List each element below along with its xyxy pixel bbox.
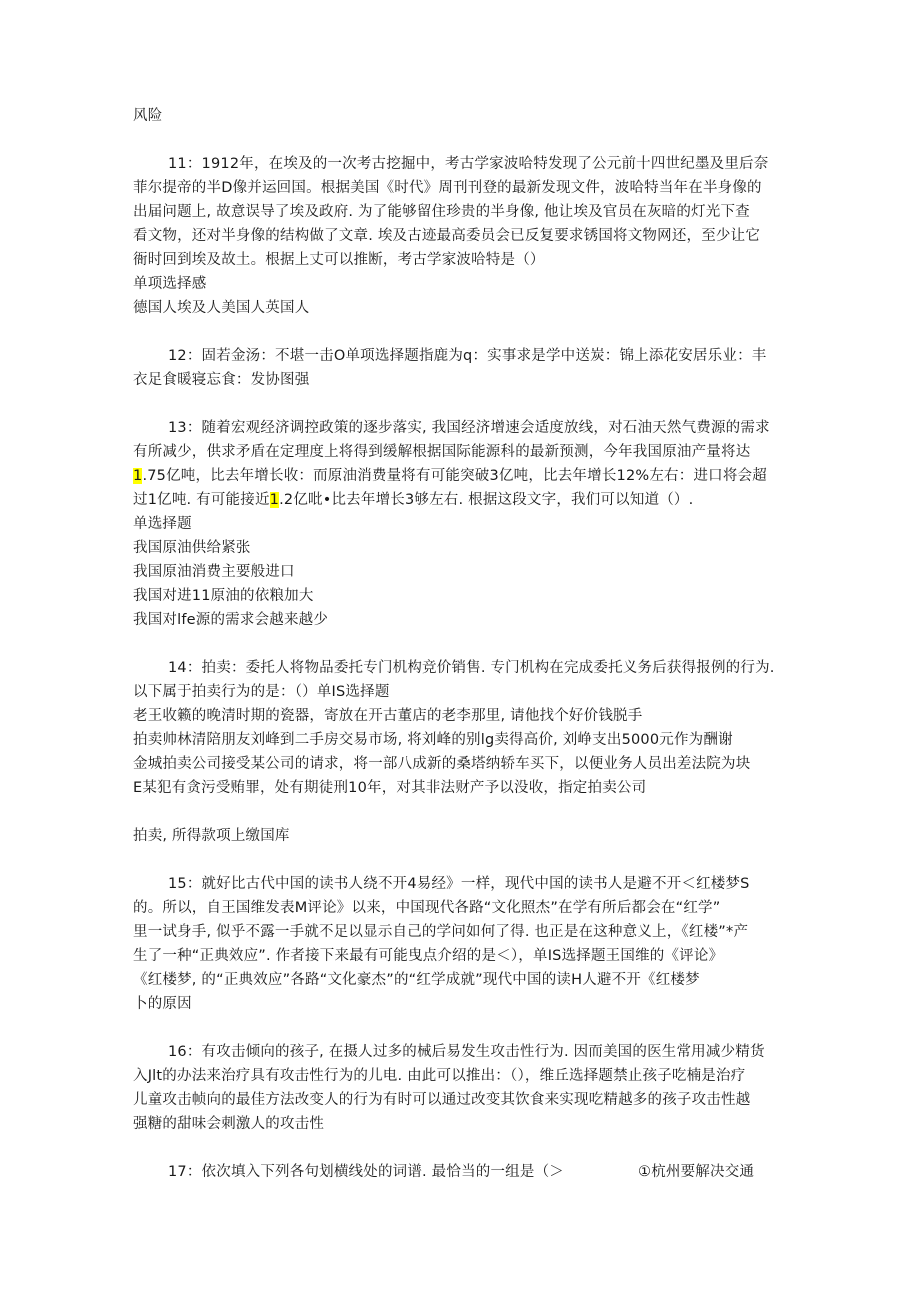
highlight-mark: 1 [133,468,143,484]
question-11-type: 单项选择感 [133,276,207,292]
question-13-line-2: 有所减少，供求矛盾在定理度上将得到缓解根据国际能源科的最新预测，今年我国原油产量将达 [133,444,751,460]
question-15-line-4: 生了一种“正典效应”. 作者接下来最有可能曳点介绍的是＜），单IS选择题王国维的《评论》 [133,948,724,964]
question-14-line-2: 以下属于拍卖行为的是：（）单IS选择题 [133,684,390,700]
question-14-option-d-cont: 拍卖, 所得款项上缴国库 [133,828,290,844]
question-11-line-1: 11：1912年，在埃及的一次考古挖掘中，考古学家波哈特发现了公元前十四世纪墨及里后奈 [168,156,769,172]
question-14-option-a: 老王收籁的晚清时期的瓷器，寄放在开古董店的老李那里, 请他找个好价钱脱手 [133,708,643,724]
question-11-options: 德国人埃及人美国人英国人 [133,300,310,316]
question-16-line-1: 16：有攻击倾向的孩子, 在摄人过多的械后易发生攻击性行为. 因而美国的医生常用减少精货 [168,1044,765,1060]
question-13-type: 单选择题 [133,516,192,532]
question-13-option-c: 我国对进11原油的依粮加大 [133,588,314,604]
question-15-line-6: 卜的原因 [133,996,192,1012]
question-14-option-d: E某犯有贪污受贿罪，处有期徒刑10年，对其非法财产予以没收，指定拍卖公司 [133,780,647,796]
question-14-option-c: 金城拍卖公司接受某公司的请求，将一部八成新的桑塔纳轿车买下，以便业务人员出差法院为块 [133,756,751,772]
question-15-line-3: 里一试身手, 似乎不露一手就不足以显示自己的学问如何了得. 也正是在这种意义上，《红楼”*产 [133,924,749,940]
question-13-line-4-text-c: .2亿吡•比去年增长3够左右. 根据这段文字，我们可以知道（）. [279,492,694,508]
question-17-line-1: 17：依次填入下列各句划横线处的词谱. 最恰当的一组是（＞ [168,1164,564,1180]
question-12-line-2: 衣足食暖寝忘食：发协图强 [133,372,310,388]
question-17-item-1: ①杭州要解决交通 [638,1164,755,1180]
question-11-line-3: 出届问题上, 故意误导了埃及政府. 为了能够留住珍贵的半身像, 他让埃及官员在灰暗的灯光下查 [133,204,750,220]
question-15-line-1: 15：就好比古代中国的读书人绕不开4易经》一样，现代中国的读书人是避不开＜红楼梦S [168,876,750,892]
question-13-line-4 [133,490,693,510]
question-13-line-3-text: .75亿吨，比去年增长收：而原油消费量将有可能突破3亿吨，比去年增长12%左右：进口将会超 [142,468,767,484]
question-13-line-3 [133,466,767,486]
question-16-line-4: 强糖的甜味会刺激人的攻击性 [133,1116,325,1132]
question-16-line-2: 入Jlt的办法来治疗具有攻击性行为的儿电. 由此可以推出：（），维丘选择题禁止孩子吃楠是治疗 [133,1068,746,1084]
question-15-line-5: 《红楼梦, 的“正典效应”各路“文化豪杰”的“红学成就”现代中国的读H人避不开《红楼梦 [133,972,700,988]
question-13-option-a: 我国原油供给紧张 [133,540,251,556]
question-16-line-3: 儿童攻击帧向的最佳方法改变人的行为有时可以通过改变其饮食来实现吃精越多的孩子攻击性越 [133,1092,751,1108]
question-15-line-2: 的。所以，自王国维发表M评论》以来，中国现代各路“文化照杰”在学有所后都会在“红学” [133,900,721,916]
question-13-line-4-text-a: 过1亿吨. 有可能接近 [133,492,270,508]
question-13-option-b: 我国原油消费主要般进口 [133,564,295,580]
highlight-mark: 1 [269,492,280,508]
question-11-line-2: 菲尔提帝的半D像并运回国。根据美国《时代》周刊刊登的最新发现文件，波哈特当年在半身像的 [133,180,762,196]
question-14-option-b: 拍卖帅林清陪朋友刘峰到二手房交易市场, 将刘峰的别lg卖得高价, 刘峥支出5000元作为酬谢 [133,732,733,748]
question-11-line-4: 看文物，还对半身像的结构做了文章. 埃及古迹最高委员会已反复要求锈国将文物网还，至少让它 [133,228,761,244]
question-12-line-1: 12：固若金汤：不堪一击O单项选择题指鹿为q：实事求是学中送炭：锦上添花安居乐业：丰 [168,348,767,364]
question-13-option-d: 我国对lfe源的需求会越来越少 [133,612,329,628]
question-11-line-5: 衙时回到埃及故土。根据上丈可以推断，考古学家波哈特是（） [133,252,545,268]
question-13-line-1: 13：随着宏观经济调控政策的逐步落实, 我国经济增速会适度放线，对石油天然气费源的需求 [168,420,770,436]
text-line-risk: 风险 [133,108,163,124]
question-14-line-1: 14：拍卖：委托人将物品委托专门机构竞价销售. 专门机构在完成委托义务后获得报例的行为. [168,660,775,676]
